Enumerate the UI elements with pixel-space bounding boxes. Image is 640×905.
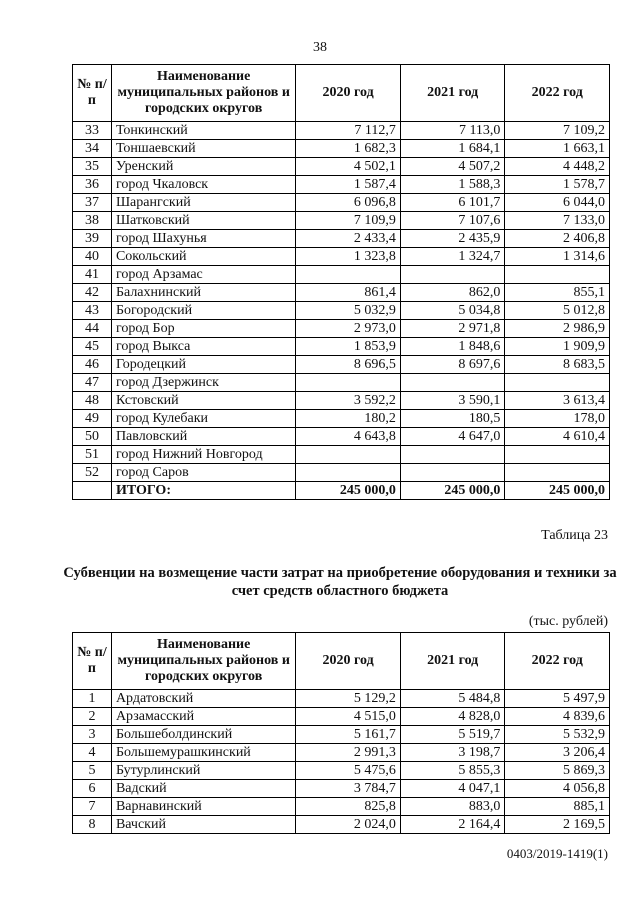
table-row	[73, 726, 610, 744]
value-2021: 7 113,0	[400, 122, 505, 140]
value-2022: 885,1	[505, 798, 610, 816]
value-2020: 861,4	[296, 284, 401, 302]
header-no: № п/п	[73, 633, 112, 690]
row-number: 1	[73, 690, 112, 708]
value-2020	[296, 374, 401, 392]
document-code: 0403/2019-1419(1)	[506, 846, 608, 861]
table-header-row	[73, 65, 610, 122]
row-number: 41	[73, 266, 112, 284]
row-number: 5	[73, 762, 112, 780]
value-2021: 2 435,9	[400, 230, 505, 248]
value-2020: 3 592,2	[296, 392, 401, 410]
row-number: 45	[73, 338, 112, 356]
row-number: 51	[73, 446, 112, 464]
value-2021: 4 647,0	[400, 428, 505, 446]
district-name: город Чкаловск	[111, 176, 295, 194]
value-2022: 7 133,0	[505, 212, 610, 230]
row-number: 38	[73, 212, 112, 230]
table-row	[73, 690, 610, 708]
value-2020: 4 515,0	[296, 708, 401, 726]
district-name: город Кулебаки	[111, 410, 295, 428]
table-row	[73, 410, 610, 428]
value-2022	[505, 374, 610, 392]
value-2021: 4 828,0	[400, 708, 505, 726]
header-2022: 2022 год	[505, 65, 610, 122]
value-2020: 6 096,8	[296, 194, 401, 212]
value-2020	[296, 266, 401, 284]
row-number: 43	[73, 302, 112, 320]
district-name: Бутурлинский	[111, 762, 295, 780]
table-header-row	[73, 633, 610, 690]
district-name: Вачский	[111, 816, 295, 834]
value-2021: 5 855,3	[400, 762, 505, 780]
value-2021	[400, 446, 505, 464]
value-2022: 3 206,4	[505, 744, 610, 762]
value-2022: 5 869,3	[505, 762, 610, 780]
district-name: Сокольский	[111, 248, 295, 266]
value-2022: 1 314,6	[505, 248, 610, 266]
header-2021: 2021 год	[400, 633, 505, 690]
value-2020: 5 129,2	[296, 690, 401, 708]
value-2021	[400, 464, 505, 482]
district-name: Кстовский	[111, 392, 295, 410]
row-number: 42	[73, 284, 112, 302]
district-name: город Арзамас	[111, 266, 295, 284]
table-title: Субвенции на возмещение части затрат на приобретение оборудования и техники за счет средств областного бюджета	[63, 565, 617, 599]
value-2022: 1 663,1	[505, 140, 610, 158]
value-2022: 1 578,7	[505, 176, 610, 194]
value-2021: 1 324,7	[400, 248, 505, 266]
value-2020: 4 502,1	[296, 158, 401, 176]
district-name: город Бор	[111, 320, 295, 338]
table-row	[73, 140, 610, 158]
value-2021	[400, 374, 505, 392]
table-row	[73, 122, 610, 140]
district-name: город Дзержинск	[111, 374, 295, 392]
value-2022: 8 683,5	[505, 356, 610, 374]
value-2020: 5 032,9	[296, 302, 401, 320]
row-number: 4	[73, 744, 112, 762]
table-row	[73, 158, 610, 176]
district-name: Балахнинский	[111, 284, 295, 302]
total-2021: 245 000,0	[400, 482, 505, 500]
row-number: 7	[73, 798, 112, 816]
header-2020: 2020 год	[296, 65, 401, 122]
value-2022: 5 012,8	[505, 302, 610, 320]
value-2020: 1 853,9	[296, 338, 401, 356]
value-2020	[296, 446, 401, 464]
table-row	[73, 816, 610, 834]
row-number: 52	[73, 464, 112, 482]
row-number: 46	[73, 356, 112, 374]
value-2020: 1 682,3	[296, 140, 401, 158]
allocation-table-1	[72, 64, 610, 500]
district-name: Арзамасский	[111, 708, 295, 726]
value-2022	[505, 446, 610, 464]
total-label: ИТОГО:	[111, 482, 295, 500]
table-row	[73, 446, 610, 464]
value-2022: 5 497,9	[505, 690, 610, 708]
table-row	[73, 230, 610, 248]
value-2020: 7 109,9	[296, 212, 401, 230]
district-name: Павловский	[111, 428, 295, 446]
row-number: 8	[73, 816, 112, 834]
value-2020: 5 475,6	[296, 762, 401, 780]
value-2022: 4 448,2	[505, 158, 610, 176]
table-row	[73, 248, 610, 266]
district-name: Городецкий	[111, 356, 295, 374]
value-2022: 4 839,6	[505, 708, 610, 726]
total-2022: 245 000,0	[505, 482, 610, 500]
header-2021: 2021 год	[400, 65, 505, 122]
value-2020: 4 643,8	[296, 428, 401, 446]
value-2021: 4 047,1	[400, 780, 505, 798]
district-name: Ардатовский	[111, 690, 295, 708]
value-2022: 855,1	[505, 284, 610, 302]
district-name: Большеболдинский	[111, 726, 295, 744]
value-2021: 4 507,2	[400, 158, 505, 176]
table-row	[73, 428, 610, 446]
total-row	[73, 482, 610, 500]
district-name: город Выкса	[111, 338, 295, 356]
value-2020: 5 161,7	[296, 726, 401, 744]
row-number: 50	[73, 428, 112, 446]
value-2022: 2 169,5	[505, 816, 610, 834]
value-2020: 7 112,7	[296, 122, 401, 140]
row-number: 47	[73, 374, 112, 392]
value-2022: 178,0	[505, 410, 610, 428]
value-2022: 5 532,9	[505, 726, 610, 744]
value-2021: 1 848,6	[400, 338, 505, 356]
district-name: Тонкинский	[111, 122, 295, 140]
table-caption: Таблица 23	[541, 528, 608, 543]
value-2020: 8 696,5	[296, 356, 401, 374]
row-number: 36	[73, 176, 112, 194]
value-2021	[400, 266, 505, 284]
value-2021: 5 034,8	[400, 302, 505, 320]
value-2020: 3 784,7	[296, 780, 401, 798]
table-row	[73, 338, 610, 356]
table-row	[73, 302, 610, 320]
value-2021: 5 484,8	[400, 690, 505, 708]
value-2020: 1 587,4	[296, 176, 401, 194]
district-name: Уренский	[111, 158, 295, 176]
district-name: город Саров	[111, 464, 295, 482]
total-no-cell	[73, 482, 112, 500]
value-2022: 2 406,8	[505, 230, 610, 248]
value-2022	[505, 266, 610, 284]
value-2020: 180,2	[296, 410, 401, 428]
row-number: 49	[73, 410, 112, 428]
value-2021: 180,5	[400, 410, 505, 428]
table-row	[73, 194, 610, 212]
row-number: 37	[73, 194, 112, 212]
value-2020: 2 024,0	[296, 816, 401, 834]
row-number: 44	[73, 320, 112, 338]
row-number: 48	[73, 392, 112, 410]
value-2022: 7 109,2	[505, 122, 610, 140]
value-2021: 862,0	[400, 284, 505, 302]
value-2021: 2 971,8	[400, 320, 505, 338]
table-row	[73, 356, 610, 374]
value-2021: 6 101,7	[400, 194, 505, 212]
value-2020	[296, 464, 401, 482]
value-2021: 3 198,7	[400, 744, 505, 762]
header-2022: 2022 год	[505, 633, 610, 690]
allocation-table-2	[72, 632, 610, 834]
value-2022: 3 613,4	[505, 392, 610, 410]
row-number: 40	[73, 248, 112, 266]
district-name: Богородский	[111, 302, 295, 320]
table-row	[73, 798, 610, 816]
value-2020: 2 433,4	[296, 230, 401, 248]
value-2022: 6 044,0	[505, 194, 610, 212]
value-2020: 2 991,3	[296, 744, 401, 762]
table-row	[73, 780, 610, 798]
district-name: город Шахунья	[111, 230, 295, 248]
value-2020: 825,8	[296, 798, 401, 816]
value-2020: 1 323,8	[296, 248, 401, 266]
value-2021: 883,0	[400, 798, 505, 816]
table-row	[73, 708, 610, 726]
value-2022	[505, 464, 610, 482]
table-row	[73, 212, 610, 230]
table-row	[73, 762, 610, 780]
header-2020: 2020 год	[296, 633, 401, 690]
district-name: Шатковский	[111, 212, 295, 230]
row-number: 3	[73, 726, 112, 744]
value-2020: 2 973,0	[296, 320, 401, 338]
value-2021: 1 588,3	[400, 176, 505, 194]
table-row	[73, 266, 610, 284]
district-name: город Нижний Новгород	[111, 446, 295, 464]
header-no: № п/п	[73, 65, 112, 122]
table-row	[73, 374, 610, 392]
row-number: 6	[73, 780, 112, 798]
page-number: 38	[313, 40, 327, 55]
total-2020: 245 000,0	[296, 482, 401, 500]
units-label: (тыс. рублей)	[528, 614, 608, 629]
value-2022: 4 056,8	[505, 780, 610, 798]
row-number: 39	[73, 230, 112, 248]
district-name: Варнавинский	[111, 798, 295, 816]
value-2022: 4 610,4	[505, 428, 610, 446]
value-2021: 3 590,1	[400, 392, 505, 410]
district-name: Вадский	[111, 780, 295, 798]
row-number: 35	[73, 158, 112, 176]
district-name: Тоншаевский	[111, 140, 295, 158]
table-row	[73, 744, 610, 762]
header-name: Наименование муниципальных районов и городских округов	[111, 633, 295, 690]
table-row	[73, 392, 610, 410]
district-name: Большемурашкинский	[111, 744, 295, 762]
value-2021: 2 164,4	[400, 816, 505, 834]
header-name: Наименование муниципальных районов и городских округов	[111, 65, 295, 122]
table-row	[73, 320, 610, 338]
district-name: Шарангский	[111, 194, 295, 212]
row-number: 2	[73, 708, 112, 726]
value-2021: 1 684,1	[400, 140, 505, 158]
value-2021: 7 107,6	[400, 212, 505, 230]
row-number: 34	[73, 140, 112, 158]
value-2021: 8 697,6	[400, 356, 505, 374]
row-number: 33	[73, 122, 112, 140]
table-row	[73, 284, 610, 302]
value-2022: 2 986,9	[505, 320, 610, 338]
table-row	[73, 176, 610, 194]
table-row	[73, 464, 610, 482]
value-2022: 1 909,9	[505, 338, 610, 356]
value-2021: 5 519,7	[400, 726, 505, 744]
